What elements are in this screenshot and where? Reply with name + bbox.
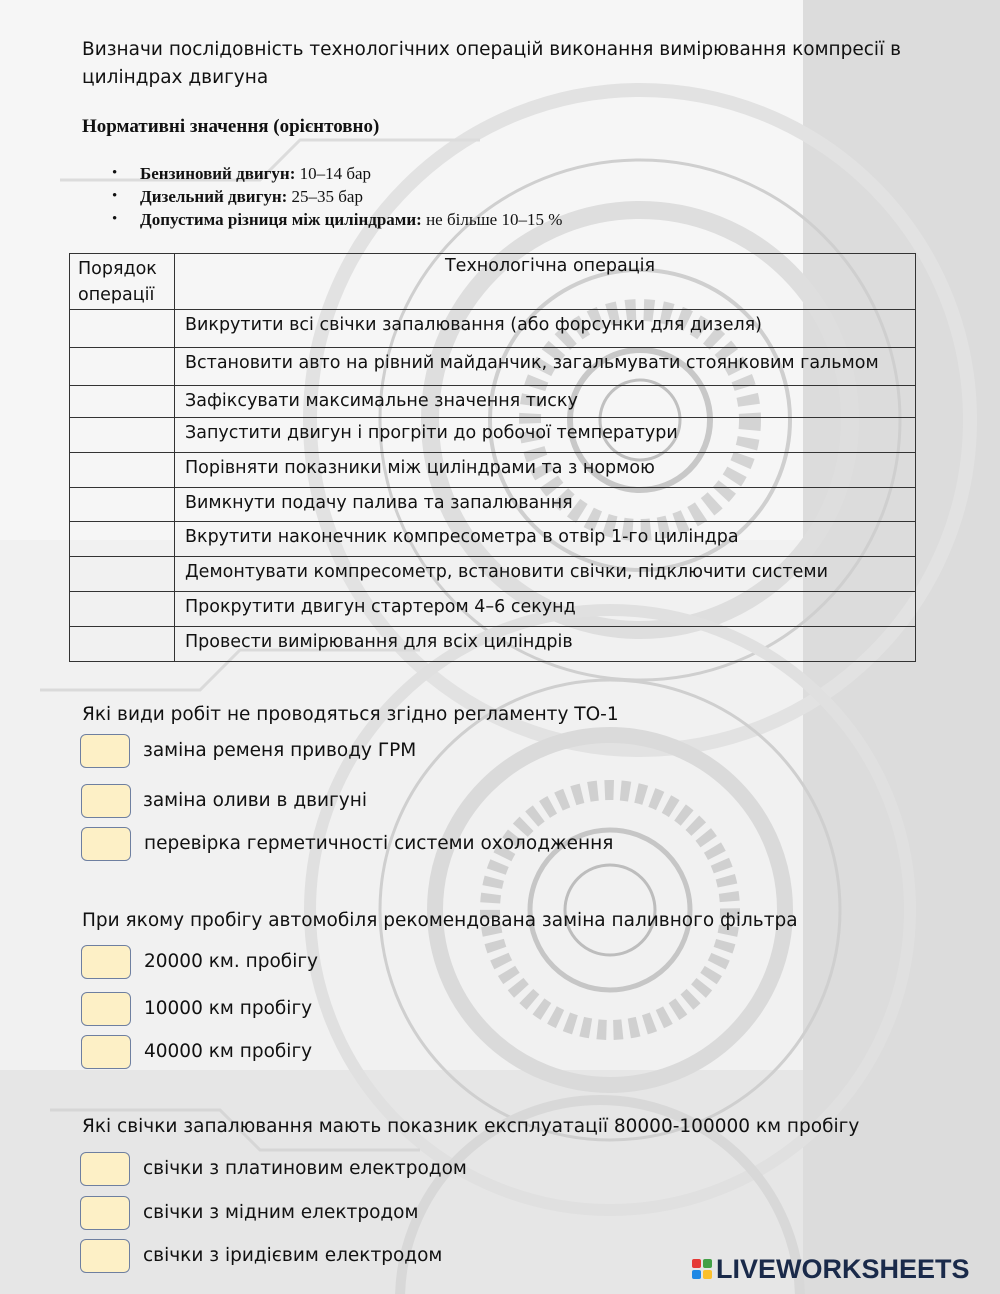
- answer-box[interactable]: [81, 992, 131, 1026]
- logo-square-yellow: [703, 1270, 712, 1279]
- option-label: свічки з мідним електродом: [143, 1202, 419, 1223]
- order-cell[interactable]: [70, 557, 175, 592]
- operation-cell: Встановити авто на рівний майданчик, загальмувати стоянковим гальмом: [175, 348, 916, 386]
- answer-box[interactable]: [81, 1035, 131, 1069]
- option-label: перевірка герметичності системи охолодження: [144, 833, 614, 854]
- logo-text: LIVEWORKSHEETS: [716, 1253, 970, 1284]
- norm-item-petrol: • Бензиновий двигун: 10–14 бар: [112, 162, 562, 185]
- operations-table: [69, 253, 916, 662]
- answer-box[interactable]: [80, 734, 130, 768]
- table-row: [70, 488, 916, 522]
- table-row: [70, 522, 916, 557]
- table-header-row: [70, 254, 916, 310]
- task-title: Визначи послідовність технологічних операцій виконання вимірювання компресії в циліндрах двигуна: [82, 39, 901, 88]
- table-row: [70, 627, 916, 662]
- option-label: заміна оливи в двигуні: [143, 790, 367, 811]
- operation-cell: Прокрутити двигун стартером 4–6 секунд: [175, 592, 916, 627]
- order-cell[interactable]: [70, 488, 175, 522]
- answer-box[interactable]: [80, 1196, 130, 1230]
- option-label: свічки з іридієвим електродом: [143, 1245, 443, 1266]
- answer-box[interactable]: [81, 945, 131, 979]
- norms-title: Нормативні значення (орієнтовно): [82, 116, 380, 137]
- answer-box[interactable]: [80, 1152, 130, 1186]
- logo-square-blue: [692, 1270, 701, 1279]
- operation-cell: Вимкнути подачу палива та запалювання: [175, 488, 916, 522]
- answer-box[interactable]: [80, 1239, 130, 1273]
- order-cell[interactable]: [70, 522, 175, 557]
- table-row: [70, 557, 916, 592]
- option-label: 10000 км пробігу: [144, 998, 313, 1019]
- norm-item-difference: • Допустима різниця між циліндрами: не більше 10–15 %: [112, 208, 562, 231]
- liveworksheets-logo-icon: [692, 1259, 712, 1279]
- operation-cell: Вкрутити наконечник компресометра в отвір 1-го циліндра: [175, 522, 916, 557]
- table-row: [70, 348, 916, 386]
- operation-cell: Демонтувати компресометр, встановити свічки, підключити системи: [175, 557, 916, 592]
- table-row: [70, 310, 916, 348]
- order-cell[interactable]: [70, 386, 175, 418]
- operation-cell: Зафіксувати максимальне значення тиску: [175, 386, 916, 418]
- answer-box[interactable]: [81, 784, 131, 818]
- order-cell[interactable]: [70, 627, 175, 662]
- question-3-text: Які свічки запалювання мають показник експлуатації 80000-100000 км пробігу: [82, 1116, 860, 1137]
- table-row: [70, 418, 916, 453]
- order-cell[interactable]: [70, 453, 175, 488]
- norms-list: [112, 162, 562, 231]
- table-row: [70, 453, 916, 488]
- order-cell[interactable]: [70, 418, 175, 453]
- header-order: Порядок операції: [70, 254, 175, 310]
- header-operation: Технологічна операція: [175, 254, 916, 310]
- answer-box[interactable]: [81, 827, 131, 861]
- order-cell[interactable]: [70, 592, 175, 627]
- operation-cell: Провести вимірювання для всіх циліндрів: [175, 627, 916, 662]
- liveworksheets-logo: [692, 1254, 970, 1284]
- operation-cell: Викрутити всі свічки запалювання (або форсунки для дизеля): [175, 310, 916, 348]
- table-row: [70, 592, 916, 627]
- option-label: свічки з платиновим електродом: [143, 1158, 467, 1179]
- option-label: 40000 км пробігу: [144, 1041, 313, 1062]
- norm-item-diesel: • Дизельний двигун: 25–35 бар: [112, 185, 562, 208]
- table-row: [70, 386, 916, 418]
- question-2-text: При якому пробігу автомобіля рекомендована заміна паливного фільтра: [82, 910, 798, 931]
- option-label: 20000 км. пробігу: [144, 951, 318, 972]
- logo-square-red: [692, 1259, 701, 1268]
- option-label: заміна ременя приводу ГРМ: [143, 740, 417, 761]
- question-1-text: Які види робіт не проводяться згідно регламенту ТО-1: [82, 704, 619, 725]
- operation-cell: Порівняти показники між циліндрами та з нормою: [175, 453, 916, 488]
- order-cell[interactable]: [70, 348, 175, 386]
- order-cell[interactable]: [70, 310, 175, 348]
- logo-square-green: [703, 1259, 712, 1268]
- operation-cell: Запустити двигун і прогріти до робочої температури: [175, 418, 916, 453]
